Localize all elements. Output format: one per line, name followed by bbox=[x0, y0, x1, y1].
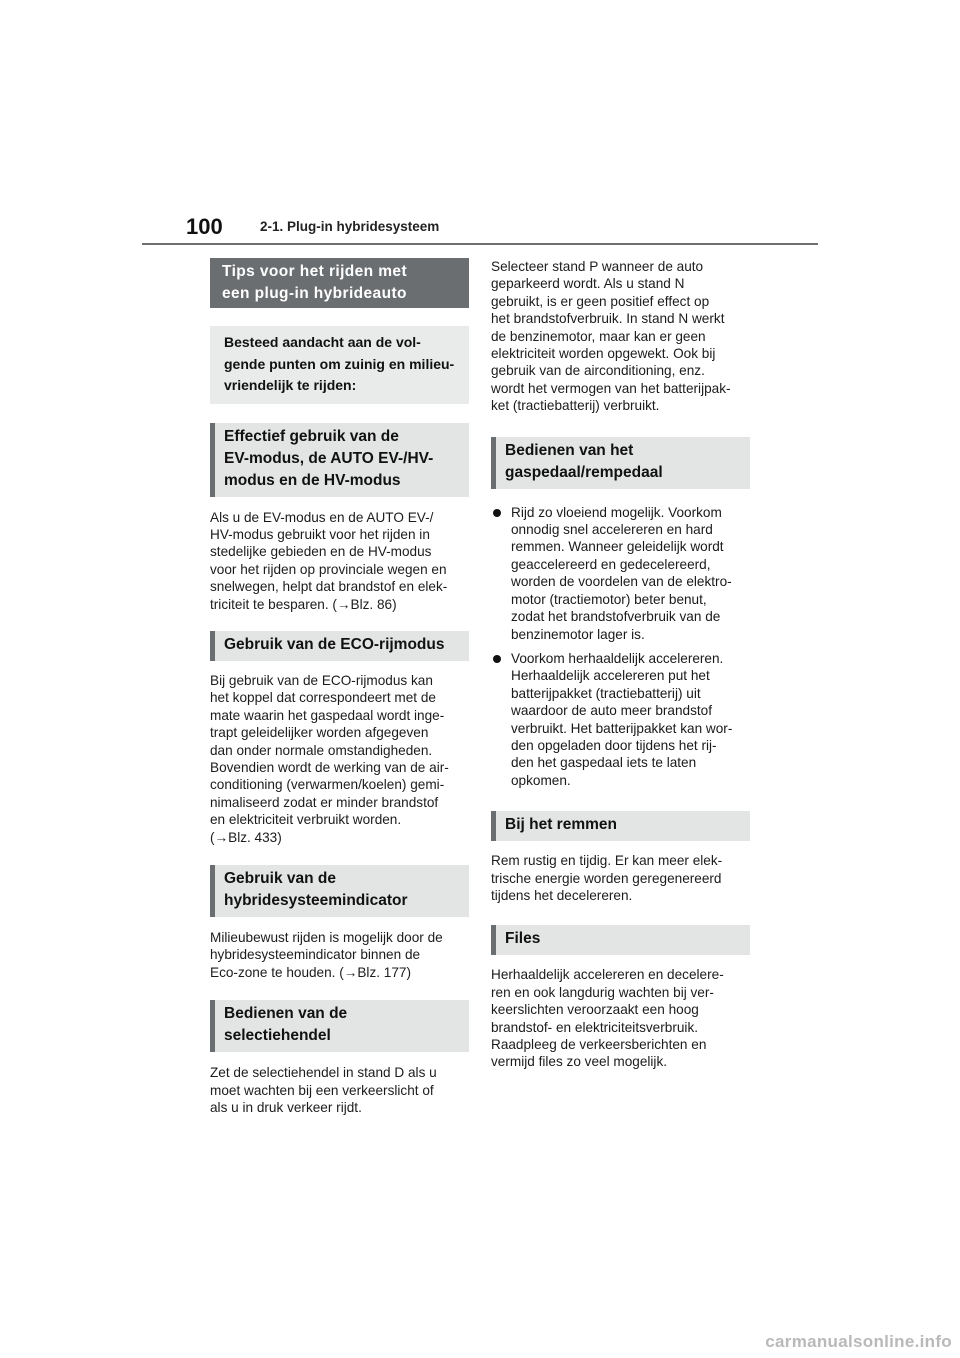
body-line: gebruikt, is er geen positief effect op bbox=[491, 293, 710, 309]
section-heading bbox=[210, 1000, 469, 1052]
body-line: triciteit te besparen. (→Blz. 86) bbox=[210, 596, 397, 612]
section-body bbox=[491, 852, 750, 904]
note-line: gende punten om zuinig en milieu- bbox=[224, 355, 455, 372]
bullet-line: den het gaspedaal iets te laten bbox=[511, 755, 697, 771]
bullet-line: waardoor de auto meer brandstof bbox=[511, 703, 713, 719]
heading-line: EV-modus, de AUTO EV-/HV- bbox=[224, 449, 434, 467]
bullet-line: opkomen. bbox=[511, 772, 571, 788]
body-line: Milieubewust rijden is mogelijk door de bbox=[210, 930, 443, 945]
note-line: vriendelijk te rijden: bbox=[224, 377, 357, 393]
body-line: voor het rijden op provinciale wegen en bbox=[210, 561, 447, 577]
bullet-line: den opgeladen door tijdens het rij- bbox=[511, 737, 717, 753]
section-heading bbox=[491, 925, 750, 955]
bullet-dot-icon bbox=[493, 509, 501, 517]
heading-line: hybridesysteemindicator bbox=[224, 892, 408, 909]
left-column bbox=[210, 258, 469, 1116]
body-line: Herhaaldelijk accelereren en decelere- bbox=[491, 967, 724, 983]
body-line: conditioning (verwarmen/koelen) gemi- bbox=[210, 777, 445, 793]
body-line: Selecteer stand P wanneer de auto bbox=[491, 259, 704, 274]
body-line: tijdens het decelereren. bbox=[491, 887, 633, 903]
bullet-item bbox=[491, 504, 750, 643]
body-line: Raadpleeg de verkeersberichten en bbox=[491, 1037, 707, 1052]
header-divider bbox=[142, 243, 818, 245]
section-heading bbox=[210, 865, 469, 917]
title-line: een plug-in hybrideauto bbox=[222, 285, 407, 302]
heading-line: Gebruik van de ECO-rijmodus bbox=[224, 635, 445, 653]
body-line: trische energie worden geregenereerd bbox=[491, 870, 722, 886]
body-line: ren en ook langdurig wachten bij ver- bbox=[491, 984, 714, 1000]
heading-line: Gebruik van de bbox=[224, 870, 336, 887]
page-number: 100 bbox=[186, 214, 223, 239]
body-line: en elektriciteit verbruikt worden. bbox=[210, 812, 402, 828]
section-body bbox=[210, 1064, 469, 1116]
bullet-line: remmen. Wanneer geleidelijk wordt bbox=[511, 539, 724, 555]
title-line: Tips voor het rijden met bbox=[222, 263, 408, 280]
body-line: trapt geleidelijker worden afgegeven bbox=[210, 725, 429, 741]
heading-line: Files bbox=[505, 930, 541, 948]
note-line: Besteed aandacht aan de vol- bbox=[224, 334, 421, 350]
body-line: moet wachten bij een verkeerslicht of bbox=[210, 1082, 434, 1098]
bullet-line: batterijpakket (tractiebatterij) uit bbox=[511, 685, 701, 701]
bullet-line: worden de voordelen van de elektro- bbox=[511, 574, 732, 590]
heading-line: Bedienen van de bbox=[224, 1005, 348, 1023]
bullet-line: verbruikt. Het batterijpakket kan wor- bbox=[511, 720, 733, 736]
bullet-line: zodat het brandstofverbruik van de bbox=[511, 609, 721, 625]
running-header: 2-1. Plug-in hybridesysteem bbox=[260, 219, 440, 234]
intro-note bbox=[210, 326, 469, 404]
bullet-line: Herhaaldelijk accelereren put het bbox=[511, 668, 710, 684]
heading-line: Effectief gebruik van de bbox=[224, 427, 399, 445]
heading-line: Bij het remmen bbox=[505, 816, 617, 834]
watermark: carmanualsonline.info bbox=[765, 1332, 952, 1351]
section-body bbox=[210, 672, 469, 846]
section-heading bbox=[210, 423, 469, 497]
body-line: wordt het vermogen van het batterijpak- bbox=[491, 380, 731, 396]
body-line: vermijd files zo veel mogelijk. bbox=[491, 1054, 668, 1070]
body-line: dan onder normale omstandigheden. bbox=[210, 742, 433, 758]
body-line: geparkeerd wordt. Als u stand N bbox=[491, 276, 685, 292]
section-body bbox=[491, 966, 750, 1070]
bullet-line: motor (tractiemotor) beter benut, bbox=[511, 591, 707, 607]
bullet-line: benzinemotor lager is. bbox=[511, 626, 645, 642]
bullet-dot-icon bbox=[493, 655, 501, 663]
bullet-line: geaccelereerd en gedecelereerd, bbox=[511, 556, 711, 572]
body-line: (→Blz. 433) bbox=[210, 829, 282, 845]
body-line: hybridesysteemindicator binnen de bbox=[210, 947, 421, 963]
section-body bbox=[210, 929, 469, 981]
body-line: gebruik van de airconditioning, enz. bbox=[491, 363, 705, 379]
section-heading bbox=[491, 437, 750, 489]
body-line: Bij gebruik van de ECO-rijmodus kan bbox=[210, 672, 433, 688]
bullet-line: Voorkom herhaaldelijk accelereren. bbox=[511, 650, 724, 666]
body-line: Bovendien wordt de werking van de air- bbox=[210, 759, 449, 775]
body-line: brandstof- en elektriciteitsverbruik. bbox=[491, 1019, 699, 1035]
body-line: elektriciteit worden opgewekt. Ook bij bbox=[491, 346, 716, 362]
section-body bbox=[210, 509, 469, 613]
heading-line: selectiehendel bbox=[224, 1027, 331, 1045]
body-line: HV-modus gebruikt voor het rijden in bbox=[210, 526, 430, 542]
main-section-title bbox=[210, 258, 469, 308]
body-line: het koppel dat correspondeert met de bbox=[210, 690, 436, 706]
body-line: snelwegen, helpt dat brandstof en elek- bbox=[210, 579, 448, 595]
body-line: de benzinemotor, maar kan er geen bbox=[491, 328, 706, 344]
body-line: keerslichten veroorzaakt een hoog bbox=[491, 1002, 699, 1018]
heading-line: modus en de HV-modus bbox=[224, 471, 401, 489]
bullet-line: onnodig snel accelereren en hard bbox=[511, 522, 713, 538]
body-line: Zet de selectiehendel in stand D als u bbox=[210, 1065, 437, 1081]
section-heading bbox=[210, 631, 469, 661]
body-line: Rem rustig en tijdig. Er kan meer elek- bbox=[491, 853, 723, 869]
right-column bbox=[491, 258, 750, 1071]
body-line: als u in druk verkeer rijdt. bbox=[210, 1100, 362, 1116]
heading-line: gaspedaal/rempedaal bbox=[505, 463, 663, 481]
body-line: Eco-zone te houden. (→Blz. 177) bbox=[210, 964, 411, 980]
body-line: nimaliseerd zodat er minder brandstof bbox=[210, 794, 439, 810]
body-line: ket (tractiebatterij) verbruikt. bbox=[491, 398, 660, 414]
section-heading bbox=[491, 811, 750, 841]
heading-line: Bedienen van het bbox=[505, 441, 634, 459]
body-line: Als u de EV-modus en de AUTO EV-/ bbox=[210, 509, 434, 525]
bullet-item bbox=[491, 650, 750, 789]
bullet-line: Rijd zo vloeiend mogelijk. Voorkom bbox=[511, 504, 722, 520]
intro-paragraph bbox=[491, 258, 750, 415]
body-line: het brandstofverbruik. In stand N werkt bbox=[491, 311, 725, 327]
body-line: mate waarin het gaspedaal wordt inge- bbox=[210, 707, 445, 723]
body-line: stedelijke gebieden en de HV-modus bbox=[210, 544, 432, 560]
